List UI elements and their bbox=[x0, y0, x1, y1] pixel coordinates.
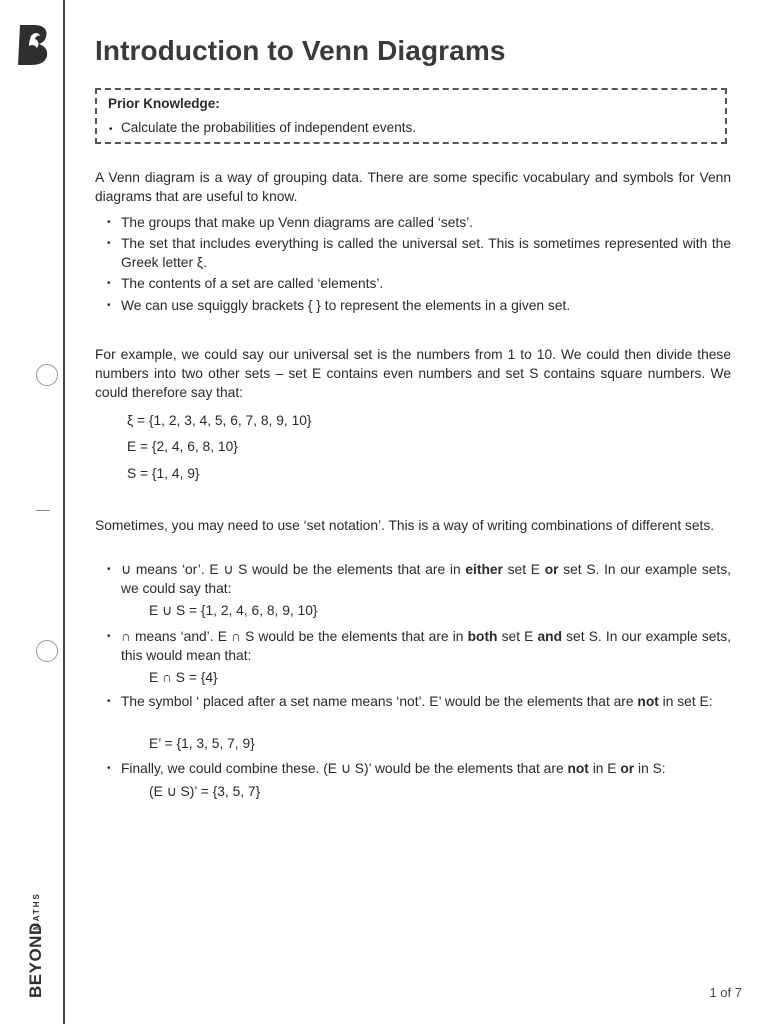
punch-hole-icon bbox=[36, 640, 58, 662]
notation-intro: Sometimes, you may need to use ‘set notation’. This is a way of writing combinations of different sets. bbox=[95, 518, 715, 533]
notation-item-union: • ∪ means ‘or’. E ∪ S would be the elements that are in either set E or set S. In our example sets, we could say that: bbox=[121, 560, 731, 598]
vocab-item: • We can use squiggly brackets { } to represent the elements in a given set. bbox=[121, 296, 731, 315]
notation-item-intersection: • ∩ means ‘and’. E ∩ S would be the elements that are in both set E and set S. In our example sets, this would mean that: bbox=[121, 627, 731, 665]
prior-knowledge-heading: Prior Knowledge: bbox=[108, 96, 220, 111]
notation-equation: E’ = {1, 3, 5, 7, 9} bbox=[149, 736, 255, 751]
punch-hole-icon bbox=[36, 364, 58, 386]
vocab-item: • The set that includes everything is called the universal set. This is sometimes represented with the Greek letter ξ. bbox=[121, 234, 731, 272]
example-paragraph: For example, we could say our universal set is the numbers from 1 to 10. We could then divide these numbers into two other sets – set E contains even numbers and set S contains square numbers. We could therefore say that: bbox=[95, 347, 731, 400]
notation-equation: (E ∪ S)’ = {3, 5, 7} bbox=[149, 784, 261, 799]
vocab-item: • The groups that make up Venn diagrams are called ‘sets’. bbox=[121, 213, 731, 232]
page-title: Introduction to Venn Diagrams bbox=[95, 35, 506, 66]
notation-item-combined: • Finally, we could combine these. (E ∪ S)’ would be the elements that are not in E or in S: bbox=[121, 759, 731, 778]
page-number: 1 of 7 bbox=[709, 985, 742, 1000]
beyond-logo-icon bbox=[14, 22, 52, 66]
brand-main: BEYOND bbox=[26, 922, 45, 998]
brand-sub: MATHS bbox=[32, 892, 41, 930]
prior-knowledge-box bbox=[95, 88, 727, 144]
margin-rule bbox=[63, 0, 65, 1024]
intro-paragraph: A Venn diagram is a way of grouping data. There are some specific vocabulary and symbols for Venn diagrams that are useful to know. bbox=[95, 170, 731, 204]
beyond-maths-brand bbox=[24, 870, 48, 1000]
set-definition: E = {2, 4, 6, 8, 10} bbox=[127, 439, 238, 454]
notation-item-complement: • The symbol ‘ placed after a set name means ‘not’. E’ would be the elements that are not in set E: bbox=[121, 692, 731, 711]
fold-mark bbox=[36, 510, 50, 511]
set-definition: ξ = {1, 2, 3, 4, 5, 6, 7, 8, 9, 10} bbox=[127, 413, 312, 428]
notation-equation: E ∩ S = {4} bbox=[149, 670, 218, 685]
vocab-item: • The contents of a set are called ‘elements’. bbox=[121, 274, 731, 293]
prior-knowledge-item: • Calculate the probabilities of independent events. bbox=[121, 120, 416, 135]
notation-equation: E ∪ S = {1, 2, 4, 6, 8, 9, 10} bbox=[149, 603, 318, 618]
set-definition: S = {1, 4, 9} bbox=[127, 466, 200, 481]
